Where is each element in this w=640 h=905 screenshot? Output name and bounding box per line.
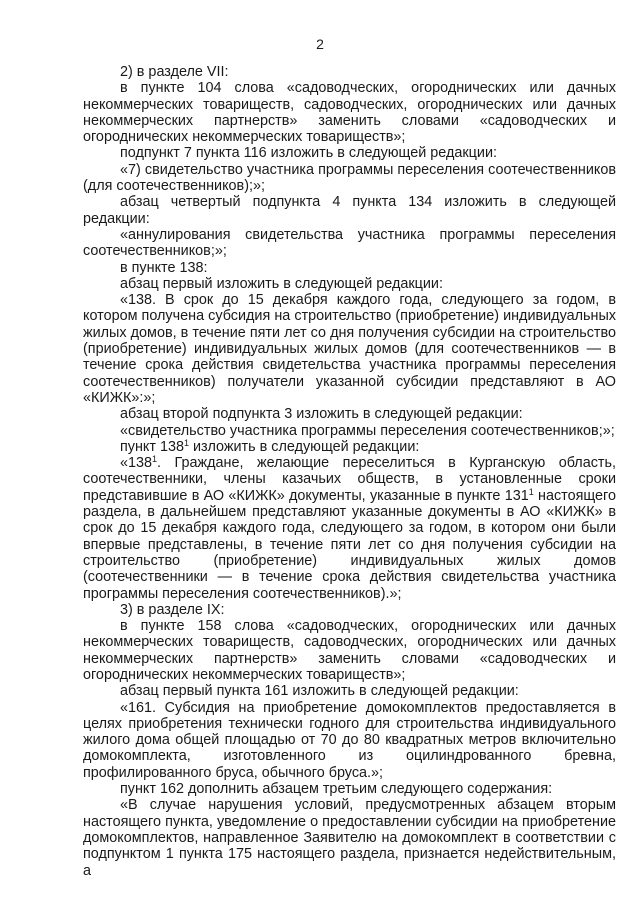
paragraph: «свидетельство участника программы переселения соотечественников;»; bbox=[120, 422, 615, 439]
paragraph: абзац первый пункта 161 изложить в следующей редакции: bbox=[120, 683, 519, 700]
paragraph: 3) в разделе IX: bbox=[120, 601, 225, 618]
paragraph: 2) в разделе VII: bbox=[120, 64, 229, 80]
text-run: настоящего раздела, в дальнейшем представляют указанные документы в АО «КИЖК» в срок до 15 декабря каждого года, следующего за годом, в котором они были впервые представлены, в течение пяти лет со дня получения субсидии на строительство (приобретение) индивидуальных жилых домов (соотечественники — в течение срока действия свидетельства участника программы переселения соотечественников).»; bbox=[83, 487, 616, 602]
superscript: 1 bbox=[152, 454, 158, 465]
paragraph: в пункте 158 слова «садоводческих, огороднических или дачных некоммерческих товариществ, садоводческих, огороднических или дачных некоммерческих партнерств» заменить словами «садоводческих и огороднических некоммерческих товариществ»; bbox=[83, 618, 616, 683]
text-run: изложить в следующей редакции: bbox=[189, 438, 420, 455]
paragraph: в пункте 104 слова «садоводческих, огороднических или дачных некоммерческих товариществ, садоводческих, огороднических или дачных некоммерческих партнерств» заменить словами «садоводческих и огороднических некоммерческих товариществ»; bbox=[83, 80, 616, 146]
superscript: 1 bbox=[528, 486, 534, 497]
paragraph: подпункт 7 пункта 116 изложить в следующей редакции: bbox=[120, 145, 497, 162]
paragraph: «В случае нарушения условий, предусмотренных абзацем вторым настоящего пункта, уведомление о предоставлении субсидии на приобретение домокомплектов, направленное Заявителю на домокомплект в соответствии с подпунктом 1 пункта 175 настоящего раздела, признается недействительным, а bbox=[83, 797, 616, 879]
paragraph bbox=[83, 439, 616, 455]
paragraph: абзац второй подпункта 3 изложить в следующей редакции: bbox=[120, 406, 523, 423]
page-number: 2 bbox=[316, 36, 324, 52]
document-body bbox=[83, 64, 616, 879]
paragraph: «аннулирования свидетельства участника программы переселения соотечественников;»; bbox=[83, 226, 616, 260]
paragraph: «7) свидетельство участника программы переселения соотечественников (для соотечественников);»; bbox=[83, 161, 616, 195]
paragraph: «138. В срок до 15 декабря каждого года, следующего за годом, в котором получена субсидия на строительство (приобретение) индивидуальных жилых домов, в течение пяти лет со дня получения субсидии на строительство (приобретение) индивидуальных жилых домов (для соотечественников — в течение срока действия свидетельства участника программы переселения соотечественников) получатели указанной субсидии представляют в АО «КИЖК»:»; bbox=[83, 292, 616, 406]
paragraph bbox=[83, 455, 616, 602]
paragraph: абзац четвертый подпункта 4 пункта 134 изложить в следующей редакции: bbox=[83, 194, 616, 227]
superscript: 1 bbox=[184, 437, 190, 448]
paragraph: в пункте 138: bbox=[120, 259, 208, 276]
text-run: «138 bbox=[120, 455, 153, 472]
text-run: пункт 138 bbox=[120, 438, 184, 455]
paragraph: абзац первый изложить в следующей редакции: bbox=[120, 275, 443, 292]
text-run: . Граждане, желающие переселиться в Курганскую область, соотечественники, члены казачьих обществ, в установленные сроки представившие в АО «КИЖК» документы, указанные в пункте 131 bbox=[83, 455, 616, 504]
paragraph: «161. Субсидия на приобретение домокомплектов предоставляется в целях приобретения технически годного для строительства индивидуального жилого дома общей площадью от 70 до 80 квадратных метров включительно домокомплекта, изготовленного из оцилиндрованного бревна, профилированного бруса, обычного бруса.»; bbox=[83, 699, 616, 781]
paragraph: пункт 162 дополнить абзацем третьим следующего содержания: bbox=[120, 781, 553, 798]
